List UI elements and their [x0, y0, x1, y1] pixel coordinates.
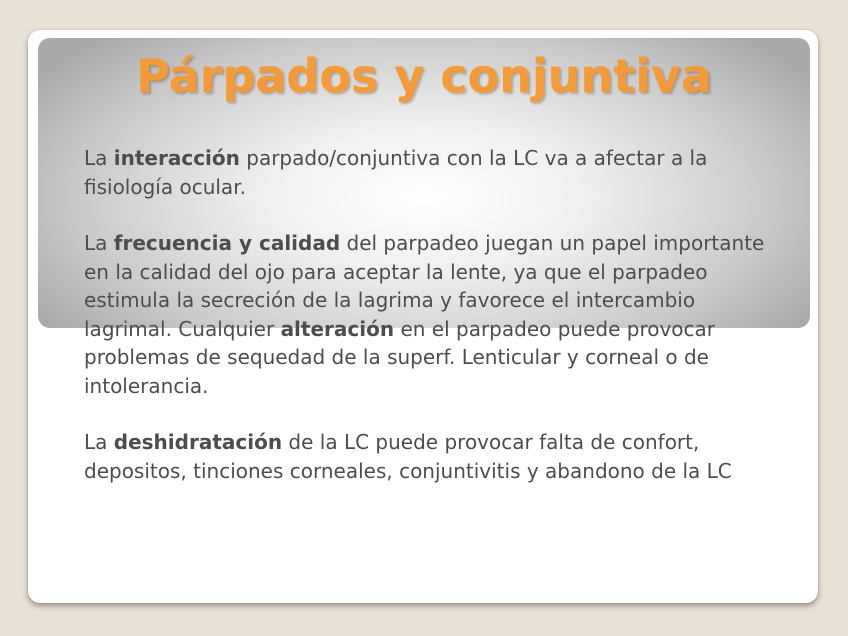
paragraph-3-segment-3: de la LC puede provocar falta de confort, depositos, tinciones corneales, conjuntivitis y abandono de la LC [84, 430, 732, 483]
paragraph-2-segment-3: del parpadeo juegan un papel importante en la calidad del ojo para aceptar la lente, ya que el parpadeo estimula la secreción de la lagrima y favorece el intercambio lagrimal. Cualquier [84, 231, 765, 341]
keyword-frecuencia-calidad: frecuencia y calidad [113, 231, 341, 255]
paragraph-2-segment-1: La [84, 231, 114, 255]
keyword-deshidratacion: deshidratación [113, 430, 283, 454]
paragraph-3-segment-1: La [84, 430, 114, 454]
paragraph-frecuencia [84, 229, 784, 400]
paragraph-deshidratacion [84, 428, 784, 485]
slide-title: Párpados y conjuntiva [136, 49, 712, 103]
keyword-alteracion: alteración [280, 316, 395, 341]
paragraph-1-segment-3: parpado/conjuntiva con la LC va a afectar a la fisiología ocular. [84, 146, 708, 199]
paragraph-2-segment-5: en el parpadeo puede provocar problemas de sequedad de la superf. Lenticular y corneal o de intolerancia. [84, 316, 716, 398]
keyword-interaccion: interacción [113, 146, 240, 170]
slide-body [84, 144, 784, 513]
paragraph-interaccion [84, 144, 784, 201]
paragraph-1-segment-1: La [84, 146, 114, 170]
